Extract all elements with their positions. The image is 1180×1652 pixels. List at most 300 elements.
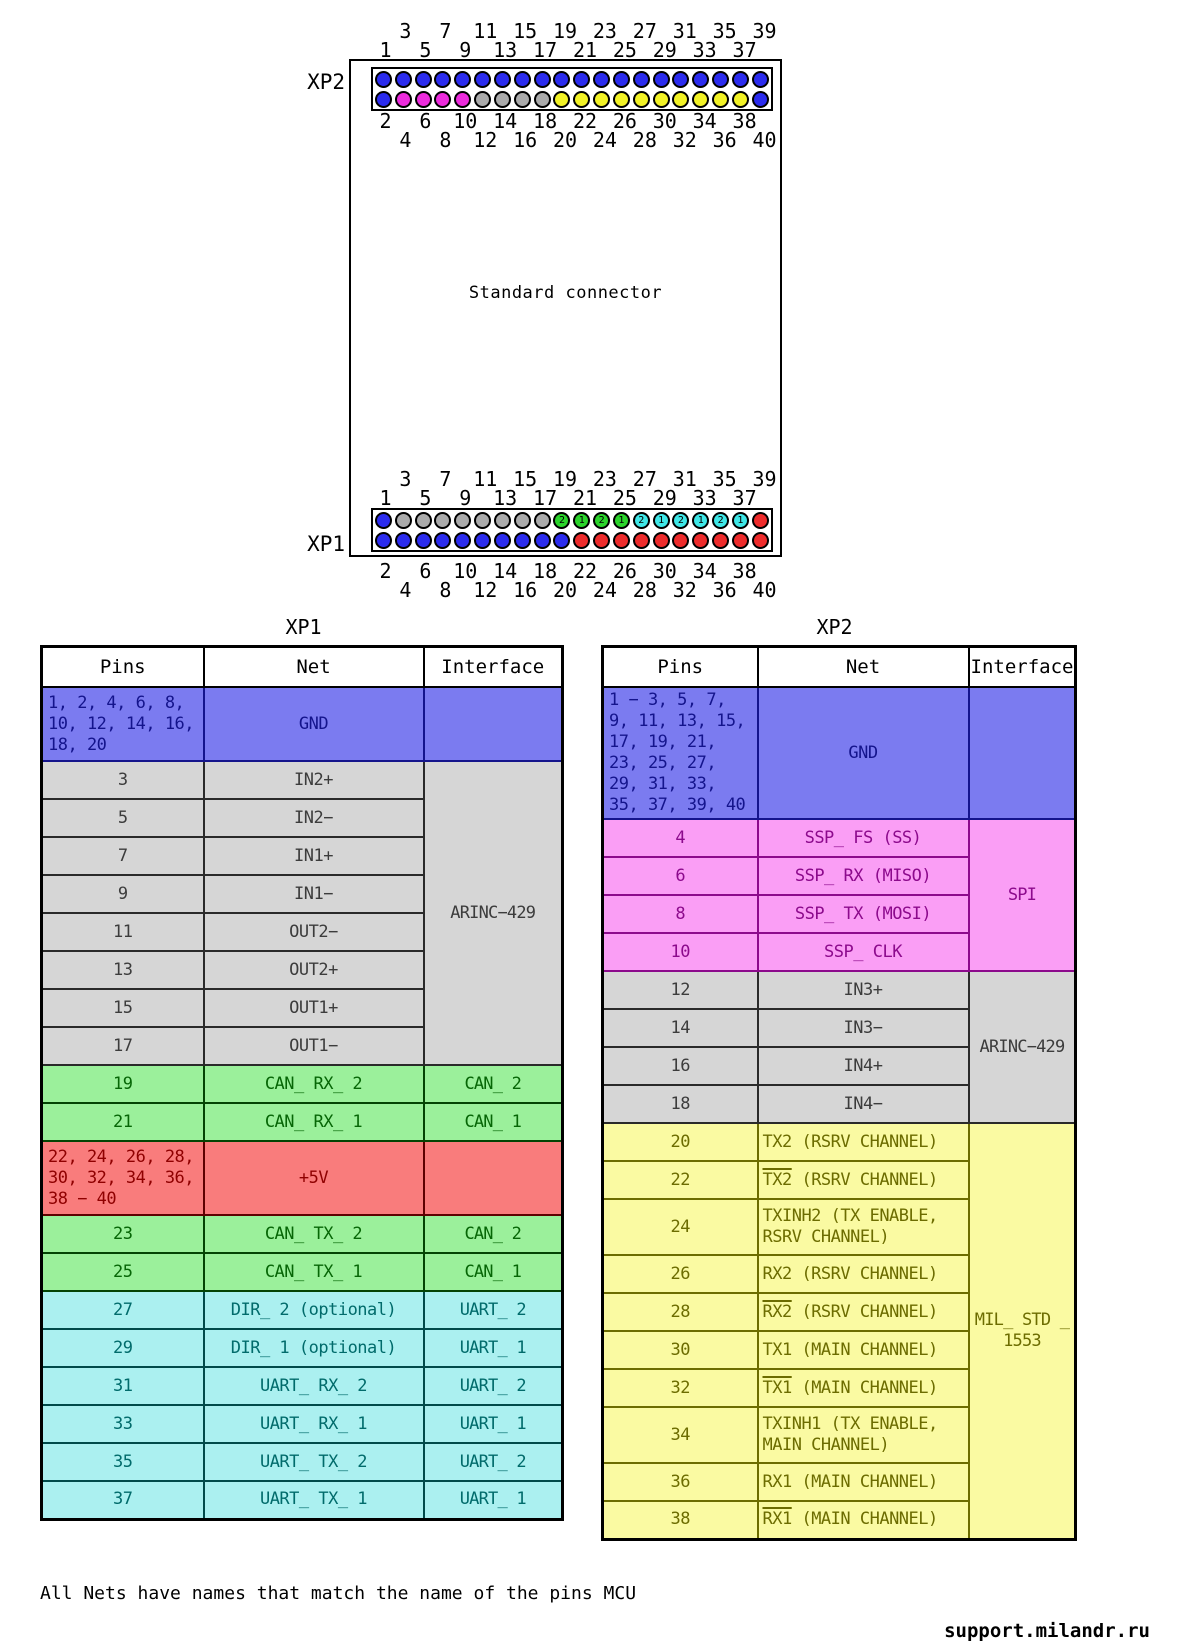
pins-cell: 32: [603, 1369, 758, 1407]
table-row: [42, 1103, 563, 1141]
pin-number-label: 3: [399, 467, 412, 491]
interface-cell: UART_ 1: [424, 1405, 563, 1443]
pins-cell: 10: [603, 933, 758, 971]
net-cell: TX1 (MAIN CHANNEL): [758, 1369, 969, 1407]
column-header: Interface: [969, 647, 1076, 688]
interface-cell: SPI: [969, 819, 1076, 971]
pins-cell: 7: [42, 837, 204, 875]
blue-pin-circle: [553, 532, 570, 549]
table-row: [603, 1123, 1076, 1161]
connector-type-text: Standard connector: [468, 283, 663, 303]
pins-cell: 26: [603, 1255, 758, 1293]
pin-number-label: 12: [473, 578, 498, 602]
pin-number-label: 40: [752, 578, 777, 602]
pins-cell: 9: [42, 875, 204, 913]
pins-cell: 19: [42, 1065, 204, 1103]
yellow-pin-circle: [633, 91, 650, 108]
pins-cell: 17: [42, 1027, 204, 1065]
pin-number-label: 28: [632, 128, 657, 152]
pin-number-label: 34: [692, 109, 717, 133]
net-cell: SSP_ CLK: [758, 933, 969, 971]
gray-pin-circle: [415, 512, 432, 529]
pins-cell: 30: [603, 1331, 758, 1369]
header-row: [603, 647, 1076, 688]
table-row: [42, 687, 563, 761]
cyan-pin-circle: 2: [712, 512, 729, 529]
pins-cell: 8: [603, 895, 758, 933]
pin-number-label: 7: [439, 467, 452, 491]
net-cell: TXINH1 (TX ENABLE, MAIN CHANNEL): [758, 1407, 969, 1463]
red-pin-circle: [752, 532, 769, 549]
xp1-pin-row-even: [375, 532, 769, 549]
net-cell: IN4−: [758, 1085, 969, 1123]
pin-number-label: 16: [513, 128, 538, 152]
pin-number-label: 14: [493, 109, 518, 133]
interface-cell: ARINC−429: [424, 761, 563, 1065]
interface-cell: [424, 687, 563, 761]
pins-cell: 34: [603, 1407, 758, 1463]
blue-pin-circle: [514, 71, 531, 88]
xp1-table-grid: [40, 645, 564, 1521]
gray-pin-circle: [434, 512, 451, 529]
green-pin-circle: 2: [593, 512, 610, 529]
gray-pin-circle: [494, 91, 511, 108]
yellow-pin-circle: [593, 91, 610, 108]
pin-number-label: 20: [553, 128, 578, 152]
pin-number-label: 16: [513, 578, 538, 602]
table-row: [42, 1367, 563, 1405]
net-cell: SSP_ TX (MOSI): [758, 895, 969, 933]
blue-pin-circle: [454, 71, 471, 88]
pin-number-label: 37: [732, 38, 757, 62]
pin-number-label: 32: [672, 578, 697, 602]
pins-cell: 37: [42, 1481, 204, 1519]
pin-number-label: 24: [592, 128, 617, 152]
pins-cell: 18: [603, 1085, 758, 1123]
blue-pin-circle: [434, 532, 451, 549]
blue-pin-circle: [672, 71, 689, 88]
blue-pin-circle: [732, 71, 749, 88]
pin-number-label: 10: [453, 109, 478, 133]
pin-number-label: 13: [493, 486, 518, 510]
pins-cell: 38: [603, 1501, 758, 1539]
pin-number-label: 24: [592, 578, 617, 602]
cyan-pin-circle: 1: [692, 512, 709, 529]
pins-cell: 1 − 3, 5, 7, 9, 11, 13, 15, 17, 19, 21, 23, 25, 27, 29, 31, 33, 35, 37, 39, 40: [603, 687, 758, 819]
interface-cell: [969, 687, 1076, 819]
net-cell: OUT1+: [204, 989, 424, 1027]
pin-number-label: 8: [439, 578, 452, 602]
pin-number-label: 12: [473, 128, 498, 152]
net-cell: IN3+: [758, 971, 969, 1009]
gray-pin-circle: [514, 512, 531, 529]
pin-number-label: 9: [459, 38, 472, 62]
table-row: [42, 1405, 563, 1443]
net-cell: RX2 (RSRV CHANNEL): [758, 1293, 969, 1331]
pins-cell: 28: [603, 1293, 758, 1331]
net-cell: DIR_ 2 (optional): [204, 1291, 424, 1329]
blue-pin-circle: [633, 71, 650, 88]
net-cell: CAN_ RX_ 1: [204, 1103, 424, 1141]
pin-number-label: 30: [652, 559, 677, 583]
pin-number-label: 4: [399, 578, 412, 602]
pins-cell: 13: [42, 951, 204, 989]
gray-pin-circle: [534, 512, 551, 529]
blue-pin-circle: [395, 71, 412, 88]
cyan-pin-circle: 2: [672, 512, 689, 529]
cyan-pin-circle: 1: [653, 512, 670, 529]
yellow-pin-circle: [573, 91, 590, 108]
blue-pin-circle: [752, 71, 769, 88]
table-row: [42, 1215, 563, 1253]
header-row: [42, 647, 563, 688]
xp2-table-grid: [601, 645, 1077, 1541]
xp1-pinout-table: [40, 645, 564, 1521]
blue-pin-circle: [514, 532, 531, 549]
net-cell: UART_ TX_ 1: [204, 1481, 424, 1519]
connector-outline-box: [307, 19, 782, 602]
interface-cell: CAN_ 2: [424, 1215, 563, 1253]
red-pin-circle: [672, 532, 689, 549]
blue-pin-circle: [752, 91, 769, 108]
pins-cell: 35: [42, 1443, 204, 1481]
pins-cell: 6: [603, 857, 758, 895]
pins-cell: 25: [42, 1253, 204, 1291]
pin-number-label: 5: [419, 38, 432, 62]
gray-pin-circle: [395, 512, 412, 529]
xp1-pin-row-odd: [375, 512, 769, 529]
blue-pin-circle: [534, 532, 551, 549]
table-row: [42, 1141, 563, 1215]
net-cell: CAN_ RX_ 2: [204, 1065, 424, 1103]
red-pin-circle: [633, 532, 650, 549]
net-cell: TX2 (RSRV CHANNEL): [758, 1123, 969, 1161]
pin-number-label: 19: [553, 467, 578, 491]
net-cell: IN4+: [758, 1047, 969, 1085]
table-row: [603, 687, 1076, 819]
blue-pin-circle: [534, 71, 551, 88]
overlined-signal-name: RX1: [762, 1509, 792, 1530]
net-cell: TXINH2 (TX ENABLE, RSRV CHANNEL): [758, 1199, 969, 1255]
pin-number-label: 13: [493, 38, 518, 62]
pin-number-label: 38: [732, 109, 757, 133]
pins-cell: 36: [603, 1463, 758, 1501]
interface-cell: UART_ 2: [424, 1291, 563, 1329]
red-pin-circle: [653, 532, 670, 549]
cyan-pin-circle: 1: [732, 512, 749, 529]
overlined-signal-name: TX2: [762, 1169, 792, 1190]
yellow-pin-circle: [672, 91, 689, 108]
net-cell: OUT1−: [204, 1027, 424, 1065]
green-pin-circle: 1: [613, 512, 630, 529]
overlined-signal-name: TX1: [762, 1377, 792, 1398]
blue-pin-circle: [375, 512, 392, 529]
pins-cell: 24: [603, 1199, 758, 1255]
blue-pin-circle: [375, 71, 392, 88]
pin-number-label: 33: [692, 486, 717, 510]
footer-note: All Nets have names that match the name of the pins MCU: [40, 1583, 637, 1604]
gray-pin-circle: [534, 91, 551, 108]
pin-number-label: 2: [379, 559, 392, 583]
pin-number-label: 21: [572, 486, 598, 510]
pin-number-label: 35: [712, 19, 737, 43]
table-row: [42, 1065, 563, 1103]
pin-number-label: 1: [379, 486, 392, 510]
net-cell: UART_ RX_ 1: [204, 1405, 424, 1443]
cyan-pin-circle: 2: [633, 512, 650, 529]
xp2-connector-label: XP2: [307, 70, 345, 94]
gray-pin-circle: [514, 91, 531, 108]
red-pin-circle: [593, 532, 610, 549]
xp2-pin-strip: [371, 67, 773, 111]
pins-cell: 11: [42, 913, 204, 951]
table-row: [42, 761, 563, 799]
pin-number-label: 23: [592, 19, 617, 43]
net-cell: SSP_ RX (MISO): [758, 857, 969, 895]
net-cell: CAN_ TX_ 2: [204, 1215, 424, 1253]
pin-number-label: 18: [533, 109, 558, 133]
column-header: Net: [758, 647, 969, 688]
pin-number-label: 2: [379, 109, 392, 133]
table-row: [42, 1253, 563, 1291]
magenta-pin-circle: [415, 91, 432, 108]
column-header: Interface: [424, 647, 563, 688]
pins-cell: 15: [42, 989, 204, 1027]
net-cell: RX2 (RSRV CHANNEL): [758, 1255, 969, 1293]
pin-number-label: 15: [513, 467, 538, 491]
red-pin-circle: [732, 532, 749, 549]
xp1-pin-strip: [371, 508, 773, 552]
pin-number-label: 32: [672, 128, 697, 152]
pin-number-label: 22: [572, 109, 598, 133]
pins-cell: 16: [603, 1047, 758, 1085]
table-row: [42, 1329, 563, 1367]
yellow-pin-circle: [553, 91, 570, 108]
pin-number-label: 39: [752, 19, 777, 43]
blue-pin-circle: [375, 91, 392, 108]
pin-number-label: 30: [652, 109, 677, 133]
yellow-pin-circle: [692, 91, 709, 108]
interface-cell: MIL_ STD _ 1553: [969, 1123, 1076, 1539]
pin-number-label: 23: [592, 467, 617, 491]
red-pin-circle: [712, 532, 729, 549]
net-cell: DIR_ 1 (optional): [204, 1329, 424, 1367]
blue-pin-circle: [454, 532, 471, 549]
xp2-table-title: XP2: [816, 615, 853, 639]
net-cell: +5V: [204, 1141, 424, 1215]
pin-number-label: 6: [419, 559, 432, 583]
pins-cell: 4: [603, 819, 758, 857]
pin-number-label: 39: [752, 467, 777, 491]
xp2-pin-row-odd: [375, 71, 769, 88]
table-row: [603, 819, 1076, 857]
blue-pin-circle: [494, 532, 511, 549]
pin-number-label: 36: [712, 578, 737, 602]
pin-number-label: 3: [399, 19, 412, 43]
support-site-text: support.milandr.ru: [944, 1620, 1150, 1642]
interface-cell: UART_ 1: [424, 1481, 563, 1519]
blue-pin-circle: [415, 532, 432, 549]
table-row: [42, 1291, 563, 1329]
pin-number-label: 7: [439, 19, 452, 43]
pin-number-label: 35: [712, 467, 737, 491]
gray-pin-circle: [474, 91, 491, 108]
pin-number-label: 37: [732, 486, 757, 510]
pin-number-label: 14: [493, 559, 518, 583]
magenta-pin-circle: [395, 91, 412, 108]
blue-pin-circle: [474, 532, 491, 549]
blue-pin-circle: [553, 71, 570, 88]
gray-pin-circle: [454, 512, 471, 529]
pin-number-label: 17: [533, 38, 558, 62]
blue-pin-circle: [375, 532, 392, 549]
pins-cell: 1, 2, 4, 6, 8, 10, 12, 14, 16, 18, 20: [42, 687, 204, 761]
net-cell: CAN_ TX_ 1: [204, 1253, 424, 1291]
overlined-signal-name: RX2: [762, 1301, 792, 1322]
pin-number-label: 6: [419, 109, 432, 133]
pin-number-label: 40: [752, 128, 777, 152]
blue-pin-circle: [593, 71, 610, 88]
pin-number-label: 9: [459, 486, 472, 510]
pin-number-label: 21: [572, 38, 598, 62]
yellow-pin-circle: [712, 91, 729, 108]
net-cell: TX2 (RSRV CHANNEL): [758, 1161, 969, 1199]
pins-cell: 21: [42, 1103, 204, 1141]
xp1-connector-label: XP1: [307, 532, 345, 556]
pin-number-label: 15: [513, 19, 538, 43]
magenta-pin-circle: [454, 91, 471, 108]
pin-number-label: 19: [553, 19, 578, 43]
pins-cell: 5: [42, 799, 204, 837]
red-pin-circle: [573, 532, 590, 549]
pin-number-label: 10: [453, 559, 478, 583]
net-cell: RX1 (MAIN CHANNEL): [758, 1463, 969, 1501]
xp2-pinout-table: [601, 645, 1077, 1541]
pin-number-label: 26: [612, 559, 637, 583]
pins-cell: 33: [42, 1405, 204, 1443]
pins-cell: 27: [42, 1291, 204, 1329]
pin-number-label: 22: [572, 559, 598, 583]
column-header: Pins: [603, 647, 758, 688]
pin-number-label: 5: [419, 486, 432, 510]
net-cell: IN1−: [204, 875, 424, 913]
column-header: Net: [204, 647, 424, 688]
net-cell: GND: [204, 687, 424, 761]
net-cell: OUT2+: [204, 951, 424, 989]
pins-cell: 22: [603, 1161, 758, 1199]
green-pin-circle: 2: [553, 512, 570, 529]
net-cell: TX1 (MAIN CHANNEL): [758, 1331, 969, 1369]
pins-cell: 31: [42, 1367, 204, 1405]
pin-number-label: 29: [652, 486, 677, 510]
interface-cell: CAN_ 2: [424, 1065, 563, 1103]
pin-number-label: 20: [553, 578, 578, 602]
pin-number-label: 38: [732, 559, 757, 583]
net-cell: IN2+: [204, 761, 424, 799]
red-pin-circle: [692, 532, 709, 549]
blue-pin-circle: [653, 71, 670, 88]
pin-number-label: 27: [632, 19, 657, 43]
pin-number-label: 28: [632, 578, 657, 602]
yellow-pin-circle: [732, 91, 749, 108]
column-header: Pins: [42, 647, 204, 688]
interface-cell: UART_ 1: [424, 1329, 563, 1367]
pins-cell: 3: [42, 761, 204, 799]
pin-number-label: 25: [612, 486, 637, 510]
pin-number-label: 27: [632, 467, 657, 491]
net-cell: IN2−: [204, 799, 424, 837]
table-row: [42, 1481, 563, 1519]
pin-number-label: 4: [399, 128, 412, 152]
blue-pin-circle: [474, 71, 491, 88]
pin-number-label: 11: [473, 467, 498, 491]
pins-cell: 23: [42, 1215, 204, 1253]
pin-number-label: 8: [439, 128, 452, 152]
net-cell: IN1+: [204, 837, 424, 875]
blue-pin-circle: [415, 71, 432, 88]
xp2-pin-row-even: [375, 91, 769, 108]
table-row: [603, 971, 1076, 1009]
blue-pin-circle: [573, 71, 590, 88]
interface-cell: UART_ 2: [424, 1367, 563, 1405]
red-pin-circle: [752, 512, 769, 529]
net-cell: RX1 (MAIN CHANNEL): [758, 1501, 969, 1539]
pin-number-label: 29: [652, 38, 677, 62]
interface-cell: CAN_ 1: [424, 1103, 563, 1141]
net-cell: SSP_ FS (SS): [758, 819, 969, 857]
magenta-pin-circle: [434, 91, 451, 108]
blue-pin-circle: [712, 71, 729, 88]
blue-pin-circle: [692, 71, 709, 88]
pin-number-label: 25: [612, 38, 637, 62]
pin-number-label: 36: [712, 128, 737, 152]
pin-number-label: 31: [672, 19, 697, 43]
interface-cell: CAN_ 1: [424, 1253, 563, 1291]
pin-number-label: 26: [612, 109, 637, 133]
pins-cell: 20: [603, 1123, 758, 1161]
xp1-table-title: XP1: [285, 615, 322, 639]
gray-pin-circle: [494, 512, 511, 529]
pins-cell: 22, 24, 26, 28, 30, 32, 34, 36, 38 − 40: [42, 1141, 204, 1215]
net-cell: OUT2−: [204, 913, 424, 951]
interface-cell: ARINC−429: [969, 971, 1076, 1123]
table-row: [42, 1443, 563, 1481]
green-pin-circle: 1: [573, 512, 590, 529]
blue-pin-circle: [494, 71, 511, 88]
net-cell: GND: [758, 687, 969, 819]
gray-pin-circle: [474, 512, 491, 529]
net-cell: UART_ RX_ 2: [204, 1367, 424, 1405]
pin-number-label: 11: [473, 19, 498, 43]
pin-number-label: 18: [533, 559, 558, 583]
red-pin-circle: [613, 532, 630, 549]
pin-number-label: 31: [672, 467, 697, 491]
interface-cell: [424, 1141, 563, 1215]
yellow-pin-circle: [653, 91, 670, 108]
pin-number-label: 34: [692, 559, 717, 583]
blue-pin-circle: [395, 532, 412, 549]
pins-cell: 12: [603, 971, 758, 1009]
net-cell: IN3−: [758, 1009, 969, 1047]
interface-cell: UART_ 2: [424, 1443, 563, 1481]
pin-number-label: 1: [379, 38, 392, 62]
net-cell: UART_ TX_ 2: [204, 1443, 424, 1481]
blue-pin-circle: [434, 71, 451, 88]
pins-cell: 29: [42, 1329, 204, 1367]
pin-number-label: 17: [533, 486, 558, 510]
pins-cell: 14: [603, 1009, 758, 1047]
blue-pin-circle: [613, 71, 630, 88]
